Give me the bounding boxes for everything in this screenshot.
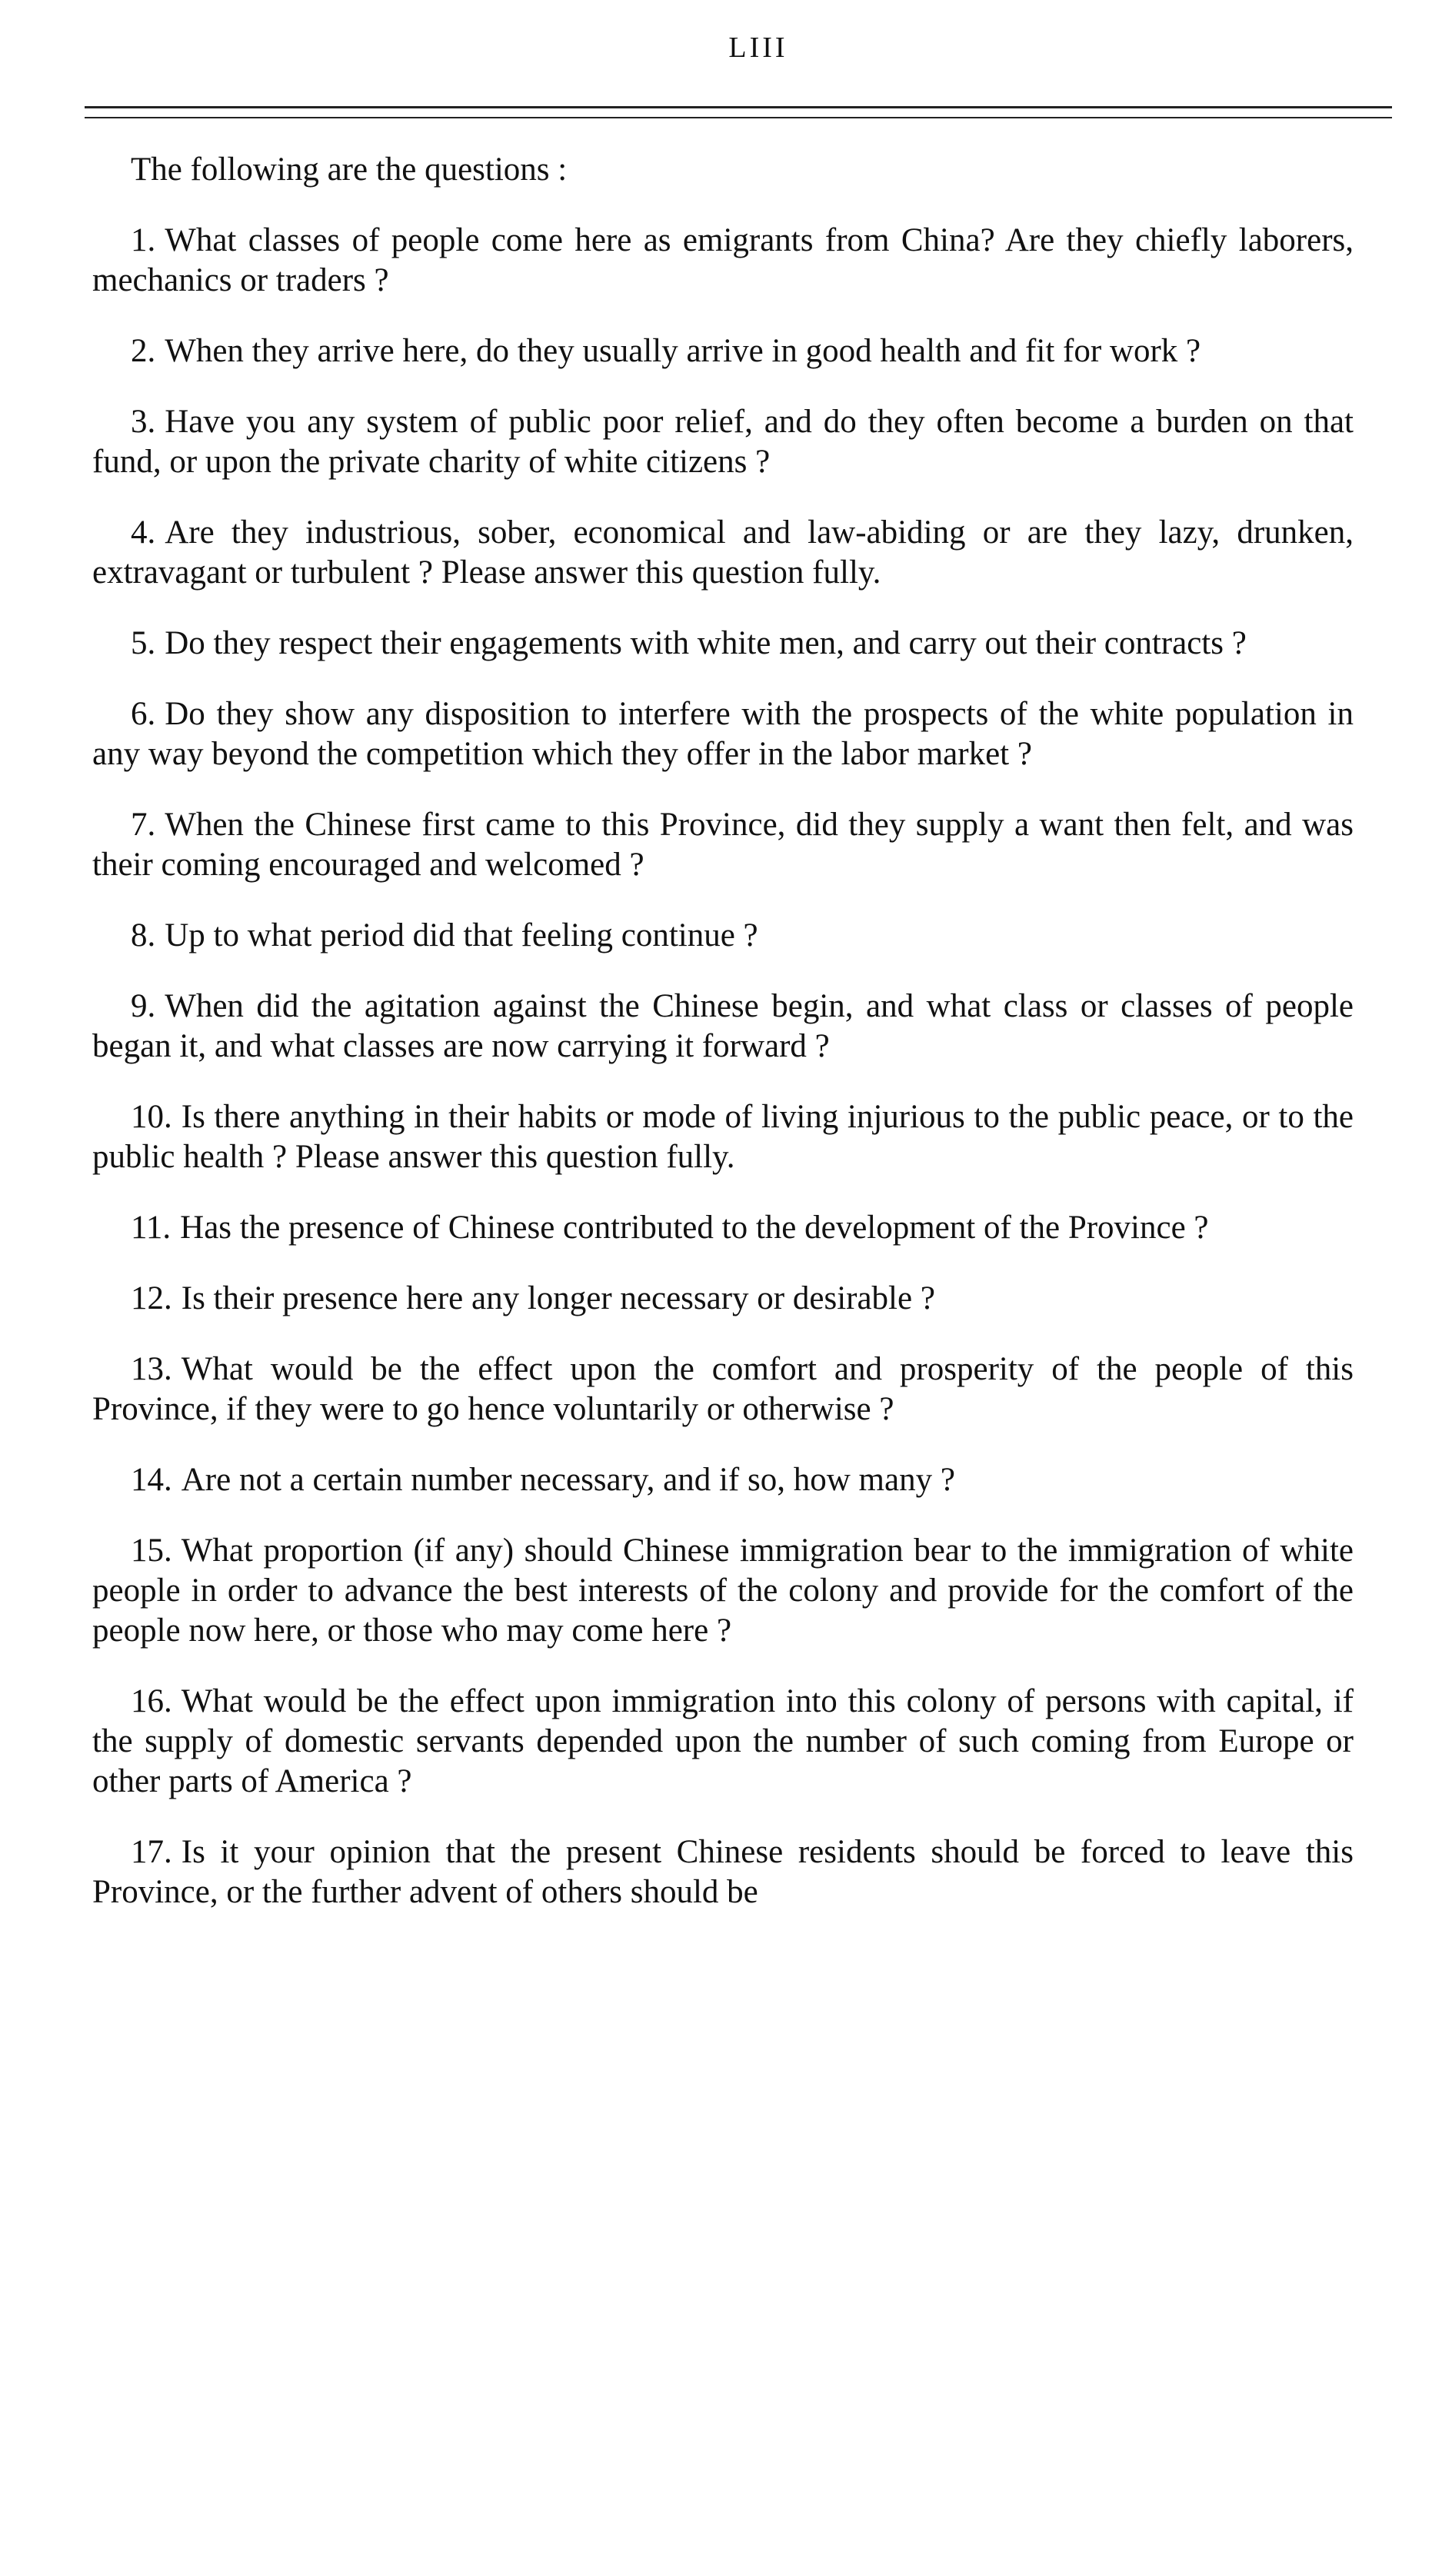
question-text: What proportion (if any) should Chinese immigration bear to the immigration of white people in order to advance the best interests of the colony and provide for the comfort of the people now here, or those who may come here ? bbox=[92, 1533, 1354, 1649]
question-text: Is their presence here any longer necessary or desirable ? bbox=[181, 1280, 935, 1316]
question-number: 2. bbox=[131, 333, 156, 369]
question-3 bbox=[92, 402, 1354, 482]
question-11 bbox=[92, 1208, 1354, 1248]
question-text: Up to what period did that feeling continue ? bbox=[165, 917, 758, 954]
question-13 bbox=[92, 1350, 1354, 1429]
question-number: 12. bbox=[131, 1280, 172, 1316]
question-10 bbox=[92, 1097, 1354, 1177]
question-text: When did the agitation against the Chinese begin, and what class or classes of people began it, and what classes are now carrying it forward ? bbox=[92, 988, 1354, 1064]
question-text: Has the presence of Chinese contributed to the development of the Province ? bbox=[180, 1210, 1209, 1246]
question-text: Are not a certain number necessary, and if so, how many ? bbox=[181, 1462, 955, 1498]
question-number: 8. bbox=[131, 917, 156, 954]
question-number: 17. bbox=[131, 1834, 172, 1870]
question-number: 14. bbox=[131, 1462, 172, 1498]
question-number: 11. bbox=[131, 1210, 172, 1246]
question-text: Are they industrious, sober, economical and law-abiding or are they lazy, drunken, extravagant or turbulent ? Please answer this question fully. bbox=[92, 514, 1354, 591]
question-text: When the Chinese first came to this Province, did they supply a want then felt, and was their coming encouraged and welcomed ? bbox=[92, 807, 1354, 883]
question-text: What classes of people come here as emigrants from China? Are they chiefly laborers, mechanics or traders ? bbox=[92, 222, 1354, 298]
question-7 bbox=[92, 805, 1354, 885]
question-16 bbox=[92, 1682, 1354, 1802]
question-number: 3. bbox=[131, 404, 156, 440]
question-14 bbox=[92, 1460, 1354, 1500]
questions-body bbox=[92, 150, 1354, 1912]
question-text: Do they respect their engagements with white men, and carry out their contracts ? bbox=[165, 625, 1247, 661]
question-text: Is there anything in their habits or mode of living injurious to the public peace, or to the public health ? Please answer this question fully. bbox=[92, 1099, 1354, 1175]
question-6 bbox=[92, 694, 1354, 774]
header-rule-secondary bbox=[85, 117, 1392, 118]
question-9 bbox=[92, 987, 1354, 1067]
question-2 bbox=[92, 331, 1354, 371]
question-number: 15. bbox=[131, 1533, 172, 1569]
question-number: 6. bbox=[131, 696, 156, 732]
question-15 bbox=[92, 1531, 1354, 1651]
question-4 bbox=[92, 513, 1354, 593]
question-8 bbox=[92, 916, 1354, 956]
question-text: What would be the effect upon the comfort and prosperity of the people of this Province, if they were to go hence voluntarily or otherwise ? bbox=[92, 1351, 1354, 1427]
question-number: 7. bbox=[131, 807, 156, 843]
question-number: 1. bbox=[131, 222, 156, 258]
question-text: Have you any system of public poor relief, and do they often become a burden on that fund, or upon the private charity of white citizens ? bbox=[92, 404, 1354, 480]
question-number: 9. bbox=[131, 988, 156, 1024]
question-number: 10. bbox=[131, 1099, 172, 1135]
question-1 bbox=[92, 221, 1354, 301]
intro-text: The following are the questions : bbox=[131, 151, 568, 188]
question-12 bbox=[92, 1279, 1354, 1319]
question-17 bbox=[92, 1832, 1354, 1912]
question-text: Is it your opinion that the present Chinese residents should be forced to leave this Province, or the further advent of others should be bbox=[92, 1834, 1354, 1910]
question-text: When they arrive here, do they usually arrive in good health and fit for work ? bbox=[165, 333, 1201, 369]
page-header bbox=[0, 31, 1432, 65]
question-number: 16. bbox=[131, 1683, 172, 1719]
question-text: Do they show any disposition to interfere with the prospects of the white population in any way beyond the competition which they offer in the labor market ? bbox=[92, 696, 1354, 772]
question-number: 5. bbox=[131, 625, 156, 661]
header-rule bbox=[85, 106, 1392, 108]
question-number: 4. bbox=[131, 514, 156, 551]
question-text: What would be the effect upon immigration into this colony of persons with capital, if the supply of domestic servants depended upon the number of such coming from Europe or other parts of America ? bbox=[92, 1683, 1354, 1799]
question-number: 13. bbox=[131, 1351, 172, 1387]
question-5 bbox=[92, 624, 1354, 664]
page-number: LIII bbox=[728, 32, 788, 64]
